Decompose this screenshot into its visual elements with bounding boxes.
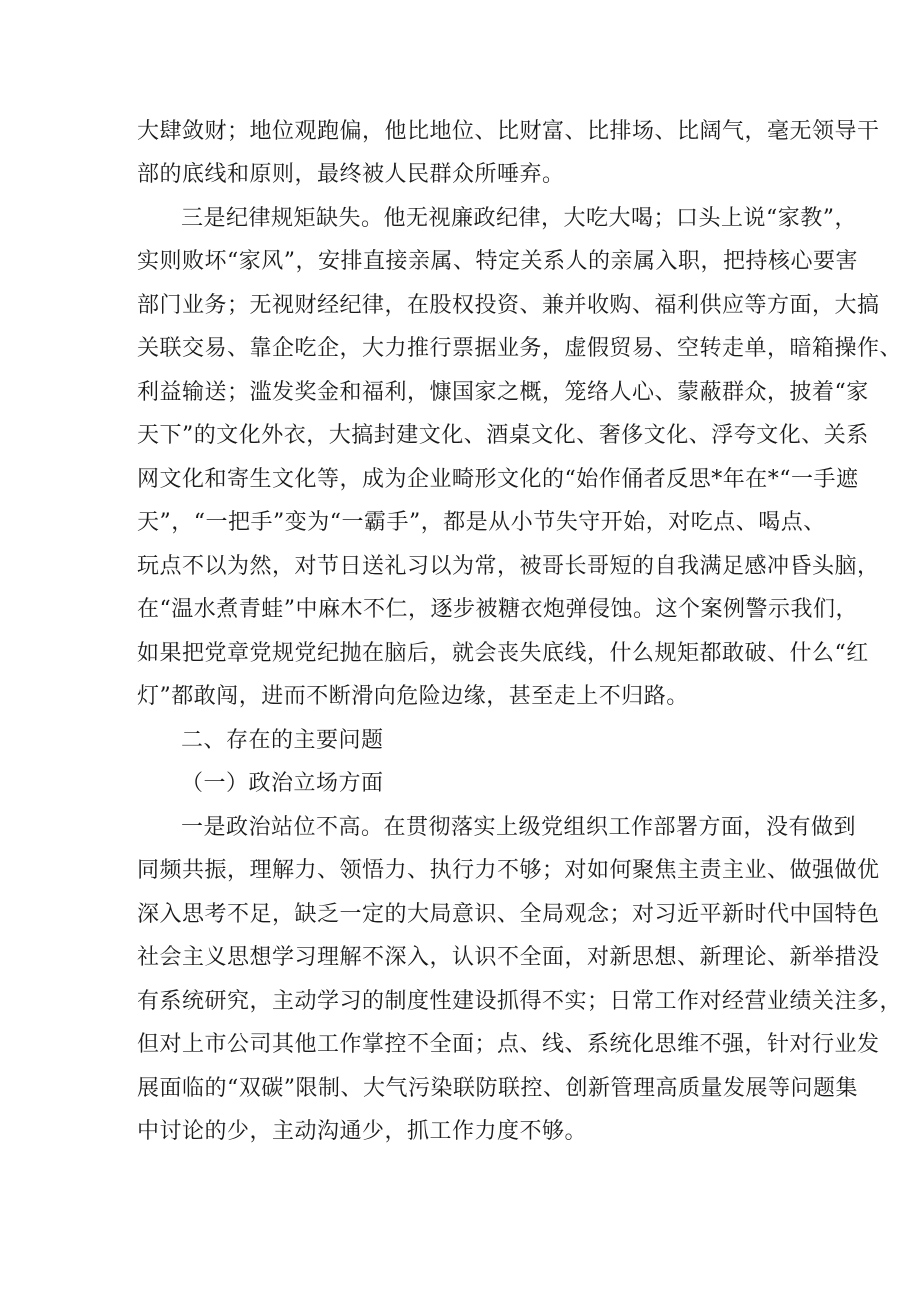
text-line: 在“温水煮青蛙”中麻木不仁，逐步被糖衣炮弹侵蚀。这个案例警示我们， [137,597,858,622]
text-line: 三是纪律规矩缺失。他无视廉政纪律，大吃大喝；口头上说“家教”， [181,206,857,231]
text-line: 深入思考不足，缺乏一定的大局意识、全局观念；对习近平新时代中国特色 [137,902,880,927]
text-line: 如果把党章党规党纪抛在脑后，就会丧失底线，什么规矩都敢破、什么“红 [137,641,869,666]
text-line: 部的底线和原则，最终被人民群众所唾弃。 [137,162,565,187]
text-line: 部门业务；无视财经纪律，在股权投资、兼并收购、福利供应等方面，大搞 [137,293,880,318]
text-line: 天”，“一把手”变为“一霸手”，都是从小节失守开始，对吃点、喝点、 [137,510,826,535]
text-line: 一是政治站位不高。在贯彻落实上级党组织工作部署方面，没有做到 [181,815,857,840]
text-line: 天下”的文化外衣，大搞封建文化、酒桌文化、奢侈文化、浮夸文化、关系 [137,423,869,448]
text-line: 展面临的“双碳”限制、大气污染联防联控、创新管理高质量发展等问题集 [137,1076,858,1101]
text-line: 关联交易、靠企吃企，大力推行票据业务，虚假贸易、空转走单，暗箱操作、 [137,336,903,361]
text-line: 灯”都敢闯，进而不断滑向危险边缘，甚至走上不归路。 [137,684,689,709]
subsection-heading: （一）政治立场方面 [181,771,384,796]
text-line: 社会主义思想学习理解不深入，认识不全面，对新思想、新理论、新举措没 [137,945,880,970]
text-line: 利益输送；滥发奖金和福利，慷国家之概，笼络人心、蒙蔽群众，披着“家 [137,380,869,405]
text-line: 玩点不以为然，对节日送礼习以为常，被哥长哥短的自我满足感冲昏头脑， [137,554,880,579]
text-line: 但对上市公司其他工作掌控不全面；点、线、系统化思维不强，针对行业发 [137,1032,880,1057]
text-line: 实则败坏“家风”，安排直接亲属、特定关系人的亲属入职，把持核心要害 [137,249,858,274]
text-line: 中讨论的少，主动沟通少，抓工作力度不够。 [137,1119,588,1144]
text-line: 网文化和寄生文化等，成为企业畸形文化的“始作俑者反思*年在*“一手遮 [137,467,859,492]
text-line: 大肆敛财；地位观跑偏，他比地位、比财富、比排场、比阔气，毫无领导干 [137,119,880,144]
section-heading: 二、存在的主要问题 [181,728,384,753]
text-line: 有系统研究，主动学习的制度性建设抓得不实；日常工作对经营业绩关注多， [137,989,903,1014]
text-line: 同频共振，理解力、领悟力、执行力不够；对如何聚焦主责主业、做强做优 [137,858,880,883]
